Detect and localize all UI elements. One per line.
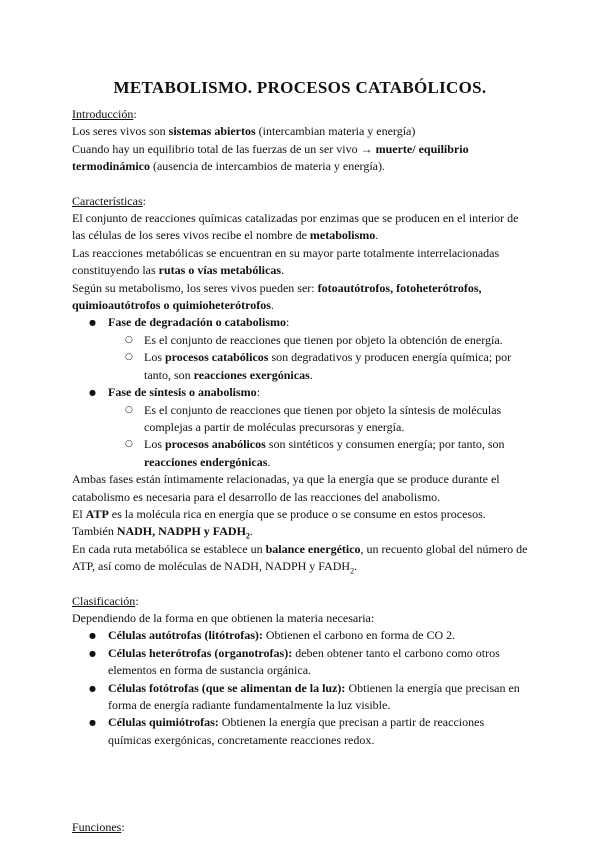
funciones-heading-text: Funciones	[72, 820, 122, 835]
text-run: .	[375, 228, 379, 243]
list-item	[72, 680, 528, 715]
bold-term	[116, 524, 250, 541]
document-title: METABOLISMO. PROCESOS CATABÓLICOS.	[113, 78, 487, 97]
caracteristicas-paragraph-4: Ambas fases están íntimamente relacionadas, ya que la energía que se produce durante el catabolismo es necesaria para el desarrollo de las reacciones del anabolismo.	[72, 472, 500, 504]
bold-term: procesos catabólicos	[165, 350, 269, 365]
text-run: Los	[144, 437, 165, 452]
text-run: Los	[144, 350, 165, 365]
subscript: 2	[350, 566, 355, 576]
text-run: (ausencia de intercambios de materia y energía).	[149, 159, 385, 174]
fases-list	[72, 314, 528, 331]
text-run: NADH, NADPH y FADH	[116, 524, 246, 539]
clasificacion-heading-colon: :	[135, 593, 139, 608]
list-item	[72, 627, 528, 644]
intro-heading-text: Introducción	[72, 107, 134, 121]
text-run: Es el conjunto de reacciones que tienen por objeto la síntesis de moléculas complejas a partir de moléculas precursoras y energía.	[144, 402, 502, 434]
text-run: Cuando hay un equilibrio total de las fuerzas de un ser vivo →	[72, 141, 376, 156]
spacer	[72, 176, 528, 193]
fase-title: Fase de degradación o catabolismo	[108, 315, 286, 330]
text-run: son sintéticos y consumen energía; por tanto, son	[265, 437, 505, 452]
bold-term: reacciones endergónicas	[144, 454, 268, 469]
text-run: .	[249, 524, 253, 539]
text-run: Según su metabolismo, los seres vivos pueden ser:	[72, 280, 318, 295]
text-run: (intercambian materia y energía)	[255, 124, 416, 139]
text-run: .	[270, 298, 274, 313]
text-run: El	[72, 506, 86, 521]
bold-term: reacciones exergónicas	[193, 367, 310, 382]
text-run: es la molécula rica en energía que se produce o se consume en estos procesos.	[108, 506, 486, 521]
text-run: .	[309, 367, 313, 382]
text-run: Es el conjunto de reacciones que tienen por objeto la obtención de energía.	[144, 332, 503, 347]
bold-term: ATP	[85, 506, 109, 521]
text-run: .	[354, 559, 358, 574]
fase-title: Fase de síntesis o anabolismo	[108, 385, 257, 400]
caracteristicas-heading-text: Características	[72, 193, 143, 208]
caracteristicas-paragraph-2	[72, 245, 528, 280]
text-run: Obtienen el carbono en forma de CO 2.	[262, 628, 456, 643]
text-run: .	[280, 263, 284, 278]
list-item	[72, 714, 528, 749]
fase-title-colon: :	[256, 385, 261, 400]
spacer	[72, 576, 528, 593]
text-run: Obtienen la energía que precisan a partir de reacciones químicas exergónicas, concretamente reacciones redox.	[108, 715, 485, 747]
text-run: Los seres vivos son	[72, 124, 169, 139]
fase-catabolismo-sublist	[72, 332, 528, 384]
bold-term: fotoautótrofos, fotoheterótrofos, quimioautótrofos o quimioheterótrofos	[72, 280, 482, 313]
text-run: Obtienen la energía que precisan en forma de energía radiante fundamentalmente la luz visible.	[108, 680, 520, 712]
list-item-fase-catabolismo	[72, 314, 528, 331]
bold-term: muerte/ equilibrio termodinámico	[72, 141, 469, 174]
caracteristicas-paragraph-1	[72, 210, 528, 245]
bold-term: rutas o vías metabólicas	[158, 263, 281, 278]
intro-paragraph-2	[72, 141, 528, 176]
list-item-fase-anabolismo	[72, 384, 528, 401]
intro-heading-colon: :	[133, 107, 137, 121]
caracteristicas-paragraph-7	[72, 541, 528, 576]
clasificacion-heading-text: Clasificación	[72, 593, 136, 608]
clasificacion-intro: Dependiendo de la forma en que obtienen la materia necesaria:	[72, 610, 375, 625]
caracteristicas-heading-colon: :	[142, 193, 146, 208]
text-run: También	[72, 524, 117, 539]
bold-term: Células autótrofas (litótrofas):	[108, 628, 263, 643]
caracteristicas-paragraph-3	[72, 280, 528, 315]
spacer	[72, 749, 528, 819]
bold-term: metabolismo	[309, 228, 376, 243]
bold-term: sistemas abiertos	[168, 124, 256, 139]
text-run: Las reacciones metabólicas se encuentran en su mayor parte totalmente interrelacionadas constituyendo las	[72, 245, 500, 278]
bold-term: Células fotótrofas (que se alimentan de la luz):	[108, 680, 346, 695]
text-run: deben obtener tanto el carbono como otros elementos en forma de sustancia orgánica.	[108, 645, 500, 678]
bold-term: Células quimiótrofas:	[108, 715, 219, 730]
caracteristicas-heading	[72, 193, 528, 210]
fase-anabolismo-sublist	[72, 402, 528, 472]
bold-term: balance energético	[265, 541, 361, 556]
list-item	[108, 349, 528, 384]
list-item	[72, 645, 528, 680]
funciones-heading-colon: :	[121, 820, 125, 835]
list-item	[108, 332, 528, 349]
subscript: 2	[245, 531, 250, 541]
clasificacion-heading	[72, 593, 528, 610]
text-run: En cada ruta metabólica se establece un	[72, 541, 266, 556]
text-run: El conjunto de reacciones químicas catalizadas por enzimas que se producen en el interior de las células de los seres vivos recibe el nombre de	[72, 211, 519, 243]
text-run: , un recuento global del número de ATP, así como de moléculas de NADH, NADPH y FADH	[72, 541, 528, 574]
bold-term: Células heterótrofas (organotrofas):	[108, 645, 293, 660]
list-item	[108, 436, 528, 471]
text-run: son degradativos y producen energía química; por tanto, son	[144, 350, 512, 382]
caracteristicas-paragraph-5	[72, 506, 528, 523]
caracteristicas-paragraph-6	[72, 523, 528, 540]
funciones-heading	[72, 819, 528, 836]
list-item	[108, 402, 528, 437]
intro-paragraph-1	[72, 123, 528, 140]
fases-list-2	[72, 384, 528, 401]
bold-term: procesos anabólicos	[165, 437, 266, 452]
fase-title-colon: :	[286, 315, 290, 330]
clasificacion-list	[72, 627, 528, 749]
text-run: .	[267, 454, 271, 469]
intro-heading	[72, 106, 528, 123]
